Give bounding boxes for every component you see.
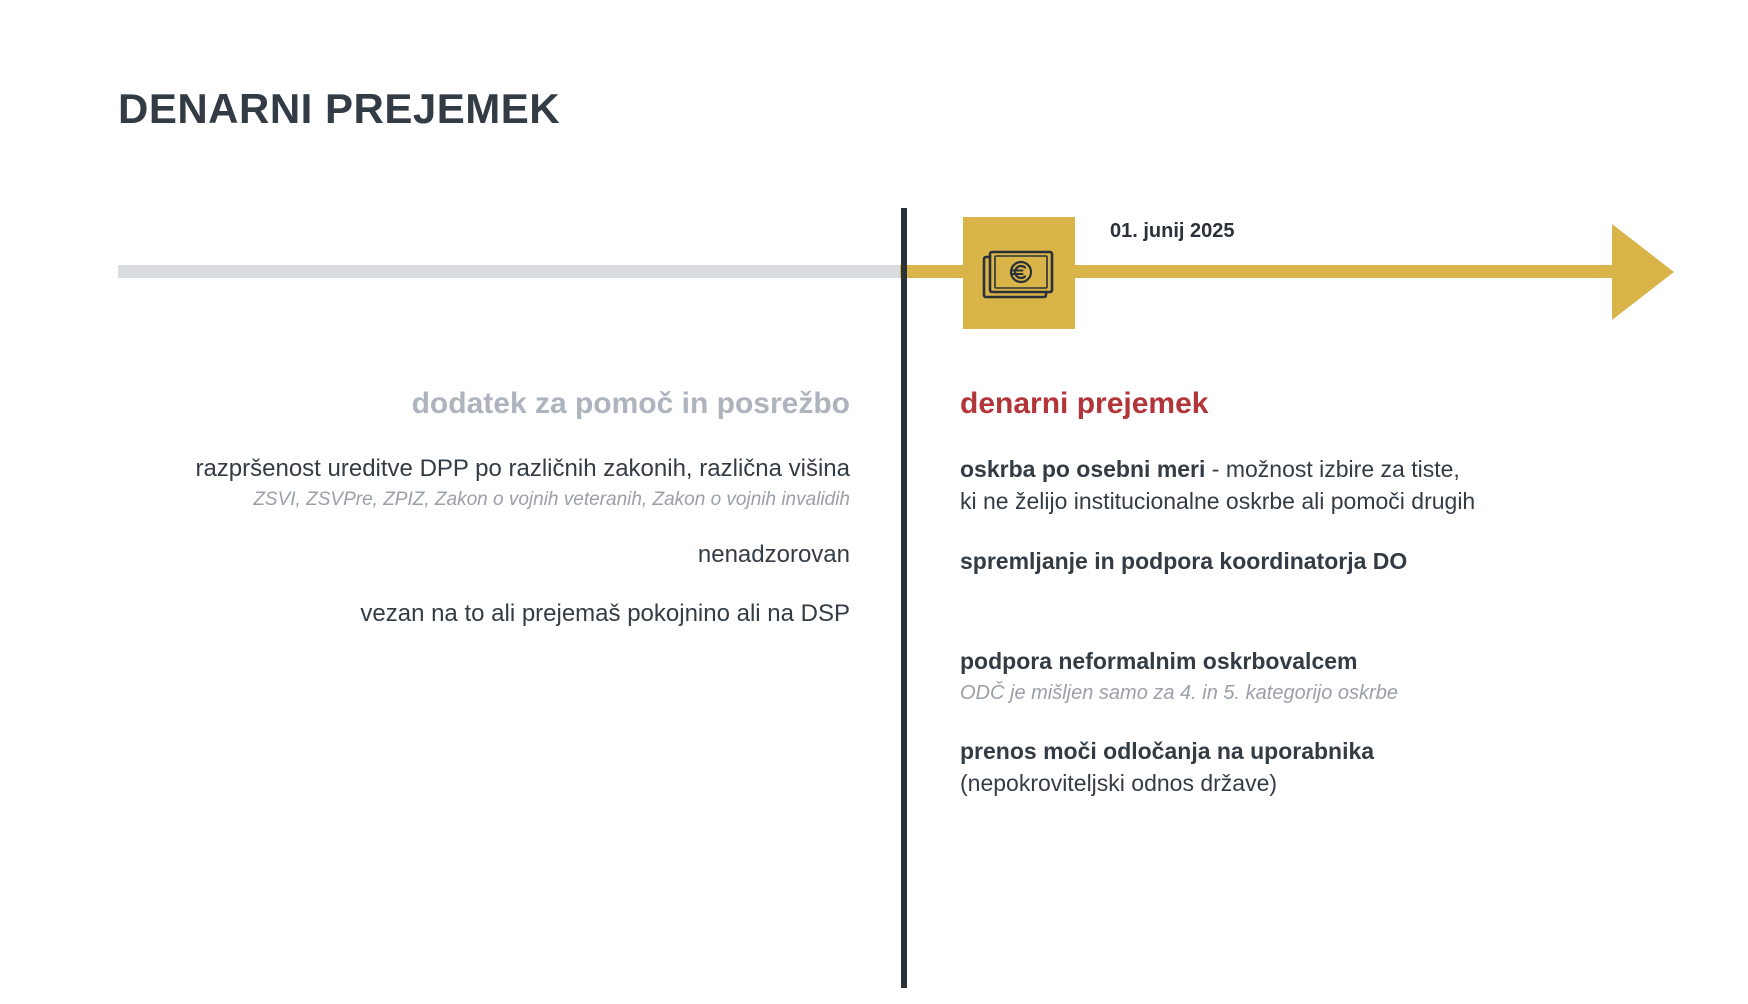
list-item-text: razpršenost ureditve DPP po različnih zakonih, različna višina [195,454,850,482]
list-item-text-bold: oskrba po osebni meri [960,455,1206,482]
list-item-text-line2: ki ne želijo institucionalne oskrbe ali pomoči drugih [960,487,1476,514]
list-item-text [960,735,1680,767]
list-item-text-bold: podpora neformalnim oskrbovalcem [960,648,1358,675]
list-item-text [960,545,1680,577]
timeline-milestone-date: 01. junij 2025 [1110,220,1235,242]
list-item-subtext: ODČ je mišljen samo za 4. in 5. kategorijo oskrbe [960,682,1398,705]
list-item-subtext: ZSVI, ZSVPre, ZPIZ, Zakon o vojnih veteranih, Zakon o vojnih invalidih [253,488,850,510]
list-item-text-line2: (nepokroviteljski odnos države) [960,770,1278,797]
list-item [60,453,850,514]
timeline-divider [901,208,907,988]
list-item [60,598,850,630]
list-item [960,453,1680,517]
left-column [60,385,850,656]
list-item-text-rest: - možnost izbire za tiste, [1205,455,1460,482]
right-column [960,385,1680,828]
list-item-text: nenadzorovan [697,541,850,569]
banknotes-euro-icon [981,244,1057,302]
timeline-track-past [118,265,908,278]
list-item [960,735,1680,799]
right-column-heading: denarni prejemek [960,387,1209,420]
list-item [960,645,1680,707]
list-item-text-bold: spremljanje in podpora koordinatorja DO [960,547,1408,574]
list-item [60,539,850,571]
timeline [0,205,1748,345]
timeline-milestone-marker [963,217,1075,329]
list-item [960,545,1680,577]
list-item-text: vezan na to ali prejemaš pokojnino ali na DSP [360,599,850,627]
list-item-text-bold: prenos moči odločanja na uporabnika [960,738,1375,765]
list-item-text [960,645,1680,677]
left-column-heading: dodatek za pomoč in posrežbo [411,387,850,420]
list-item-text [960,453,1680,485]
page-title: DENARNI PREJEMEK [118,85,561,132]
timeline-arrow-icon [1612,224,1674,320]
